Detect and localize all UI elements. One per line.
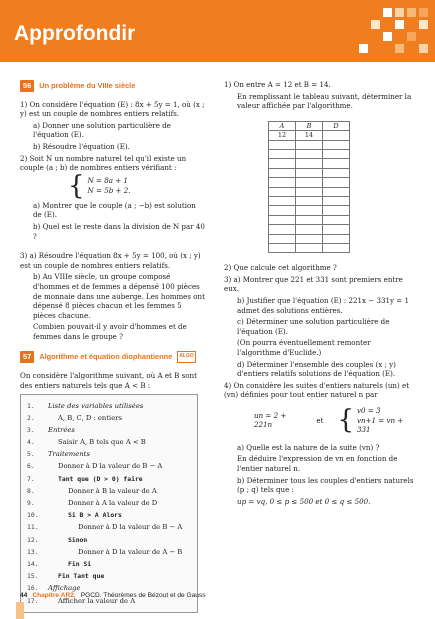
line-number: 6. xyxy=(27,462,35,471)
question-3b-cont: Combien pouvait-il y avoir d'hommes et de femmes dans le groupe ? xyxy=(33,322,187,341)
code-line xyxy=(27,510,197,522)
table-cell xyxy=(296,206,323,215)
part-3a: 3) a) Montrer que 221 et 331 sont premiers entre eux. xyxy=(224,274,403,294)
code-text: A, B, C, D : entiers xyxy=(58,413,122,422)
exercise-title: Un problème du VIIIe siècle xyxy=(39,81,136,90)
system-line-1: N = 8a + 1 xyxy=(87,176,128,186)
sequence-u: un = 2 + 221n xyxy=(254,410,287,430)
chapter-label: Chapitre AR2. xyxy=(32,592,76,599)
code-text: Saisir A, B tels que A < B xyxy=(58,438,146,447)
decorative-square xyxy=(419,44,428,53)
exercise-number: 56 xyxy=(20,80,34,92)
part-1: 1) On entre A = 12 et B = 14. xyxy=(224,80,331,89)
table-cell xyxy=(269,149,296,158)
table-cell xyxy=(323,243,350,252)
exercise-57-intro: On considère l'algorithme suivant, où A et B sont des entiers naturels tels que A < B : xyxy=(20,371,197,390)
table-cell xyxy=(269,215,296,224)
exercise-57-heading xyxy=(20,351,206,363)
decorative-square xyxy=(383,32,392,41)
table-cell: 12 xyxy=(269,131,296,140)
brace-icon: { xyxy=(68,170,85,201)
table-cell xyxy=(323,206,350,215)
line-number: 8. xyxy=(27,486,35,495)
part-4b: b) Déterminer tous les couples d'entiers naturels (p ; q) tels que : xyxy=(237,475,414,495)
question-1b: b) Résoudre l'équation (E). xyxy=(33,141,130,151)
exercise-title: Algorithme et équation diophantienne xyxy=(39,352,173,362)
table-cell xyxy=(269,206,296,215)
code-text: Afficher la valeur de A xyxy=(58,596,136,605)
question-3a: 3) a) Résoudre l'équation 8x + 5y = 100, où (x ; y) est un couple de nombres entiers relatifs. xyxy=(20,251,201,270)
line-number: 17. xyxy=(27,596,39,605)
exercise-number: 57 xyxy=(20,351,34,363)
part-1-text: En remplissant le tableau suivant, déterminer la valeur affichée par l'algorithme. xyxy=(237,91,412,111)
code-line xyxy=(27,412,197,424)
table-cell xyxy=(323,215,350,224)
table-cell xyxy=(296,168,323,177)
code-line xyxy=(27,498,197,510)
code-text: Entrées xyxy=(48,425,75,434)
right-column xyxy=(224,80,414,508)
table-cell xyxy=(323,168,350,177)
line-number: 15. xyxy=(27,572,39,581)
code-line xyxy=(27,559,197,571)
table-cell xyxy=(269,159,296,168)
code-line xyxy=(27,486,197,498)
chapter-title: PGCD. Théorèmes de Bézout et de Gauss xyxy=(80,592,206,599)
system-line-2: N = 5b + 2. xyxy=(87,185,131,195)
table-cell xyxy=(296,149,323,158)
part-4: 4) On considère les suites d'entiers naturels (un) et (vn) définies pour tout entier naturel n par xyxy=(224,380,410,400)
question-1: 1) On considère l'équation (E) : 8x + 5y = 1, où (x ; y) est un couple de nombres entiers relatifs. xyxy=(20,99,205,119)
part-3c: c) Déterminer une solution particulière de l'équation (E). xyxy=(237,317,390,336)
table-cell xyxy=(296,187,323,196)
equation-system xyxy=(68,170,206,201)
question-1a: a) Donner une solution particulière de l'équation (E). xyxy=(33,120,171,140)
decorative-square xyxy=(419,8,428,17)
part-3c-note: (On pourra éventuellement remonter l'algorithme d'Euclide.) xyxy=(237,338,371,358)
question-2a: a) Montrer que le couple (a ; −b) est solution de (E). xyxy=(33,200,196,220)
table-cell: 14 xyxy=(296,131,323,140)
part-4a-cont: En déduire l'expression de vn en fonction de l'entier naturel n. xyxy=(237,454,398,473)
code-text: Donner à D la valeur de B − A xyxy=(58,462,163,471)
line-number: 5. xyxy=(27,450,35,459)
page-number: 44 xyxy=(20,592,28,599)
code-text: Donner à A la valeur de D xyxy=(68,499,158,508)
line-number: 11. xyxy=(27,523,39,532)
line-number: 4. xyxy=(27,438,35,447)
trace-table xyxy=(268,121,350,254)
decorative-square xyxy=(395,8,404,17)
line-number: 12. xyxy=(27,535,39,544)
table-cell xyxy=(296,140,323,149)
table-cell xyxy=(296,178,323,187)
table-cell xyxy=(323,196,350,205)
code-line xyxy=(27,547,197,559)
code-text: Donner à D la valeur de A − B xyxy=(78,547,183,556)
code-text: Donner à B la valeur de A xyxy=(68,486,157,495)
brace-icon: { xyxy=(337,405,354,436)
table-cell xyxy=(323,140,350,149)
table-cell xyxy=(269,243,296,252)
line-number: 14. xyxy=(27,559,39,568)
part-4b-cont: up = vq, 0 ≤ p ≤ 500 et 0 ≤ q ≤ 500. xyxy=(237,496,371,506)
header-banner xyxy=(0,0,435,62)
sequence-definitions xyxy=(254,406,414,435)
code-line xyxy=(27,449,197,461)
question-2b: b) Quel est le reste dans la division de N par 40 ? xyxy=(33,221,205,241)
decorative-square xyxy=(407,8,416,17)
code-text: Si B > A Alors xyxy=(68,511,122,520)
table-cell xyxy=(323,159,350,168)
algorithm-box xyxy=(20,394,198,613)
table-cell xyxy=(269,187,296,196)
table-cell xyxy=(323,187,350,196)
table-cell xyxy=(269,196,296,205)
question-3b: b) Au VIIIe siècle, un groupe composé d'hommes et de femmes a dépensé 100 pièces de monnaie dans une auberge. Les hommes ont dépensé 8 pièces chacun et les femmes 5 pièces chacune. xyxy=(33,272,205,320)
table-cell xyxy=(296,215,323,224)
sequence-v0: v0 = 3 xyxy=(356,406,381,415)
code-text: Affichage xyxy=(48,584,81,593)
line-number: 2. xyxy=(27,413,35,422)
part-3d: d) Déterminer l'ensemble des couples (x ; y) d'entiers relatifs solutions de l'équation (E). xyxy=(237,359,396,379)
code-line xyxy=(27,534,197,546)
left-column xyxy=(20,80,206,613)
page-title: Approfondir xyxy=(14,22,136,45)
table-cell xyxy=(323,131,350,140)
table-cell xyxy=(269,140,296,149)
code-text: Traitements xyxy=(48,450,90,459)
line-number: 9. xyxy=(27,499,35,508)
code-line xyxy=(27,522,197,534)
decorative-square xyxy=(419,20,428,29)
code-line xyxy=(27,571,197,583)
table-cell xyxy=(269,178,296,187)
code-line xyxy=(27,437,197,449)
algo-badge: ALGO xyxy=(177,351,195,363)
page-tab xyxy=(16,602,24,619)
table-cell xyxy=(323,234,350,243)
table-cell xyxy=(296,243,323,252)
line-number: 13. xyxy=(27,547,39,556)
decorative-square xyxy=(395,20,404,29)
table-cell xyxy=(296,159,323,168)
decorative-squares xyxy=(335,0,435,62)
exercise-56-heading xyxy=(20,80,206,92)
code-line xyxy=(27,473,197,485)
part-2: 2) Que calcule cet algorithme ? xyxy=(224,263,337,273)
page-footer xyxy=(20,592,206,599)
line-number: 16. xyxy=(27,584,39,593)
code-text: Liste des variables utilisées xyxy=(48,401,144,410)
table-cell xyxy=(269,234,296,243)
code-text: Sinon xyxy=(68,535,88,544)
line-number: 3. xyxy=(27,425,35,434)
code-text: Donner à D la valeur de B − A xyxy=(78,523,183,532)
table-cell xyxy=(269,225,296,234)
table-header: D xyxy=(323,121,350,130)
line-number: 10. xyxy=(27,511,39,520)
table-cell xyxy=(269,168,296,177)
question-2: 2) Soit N un nombre naturel tel qu'il existe un couple (a ; b) de nombres entiers vérifiant : xyxy=(20,153,187,173)
table-cell xyxy=(323,149,350,158)
decorative-square xyxy=(383,8,392,17)
code-text: Tant que (D > 0) faire xyxy=(58,474,143,483)
decorative-square xyxy=(395,44,404,53)
line-number: 7. xyxy=(27,474,35,483)
table-cell xyxy=(323,225,350,234)
code-text: Fin Si xyxy=(68,559,92,568)
code-line xyxy=(27,425,197,437)
table-cell xyxy=(296,225,323,234)
table-cell xyxy=(323,178,350,187)
table-cell xyxy=(296,234,323,243)
decorative-square xyxy=(359,44,368,53)
table-header: B xyxy=(296,121,323,130)
table-header: A xyxy=(269,121,296,130)
code-text: Fin Tant que xyxy=(58,572,105,581)
decorative-square xyxy=(407,32,416,41)
line-number: 1. xyxy=(27,401,35,410)
code-line xyxy=(27,400,197,412)
part-3b: b) Justifier que l'équation (E) : 221x − 331y = 1 admet des solutions entières. xyxy=(237,296,409,315)
decorative-square xyxy=(371,20,380,29)
part-4a: a) Quelle est la nature de la suite (vn) ? xyxy=(237,442,380,452)
and-word: et xyxy=(316,415,324,425)
table-cell xyxy=(296,196,323,205)
code-line xyxy=(27,461,197,473)
sequence-vn: vn+1 = vn + 331 xyxy=(356,415,404,435)
